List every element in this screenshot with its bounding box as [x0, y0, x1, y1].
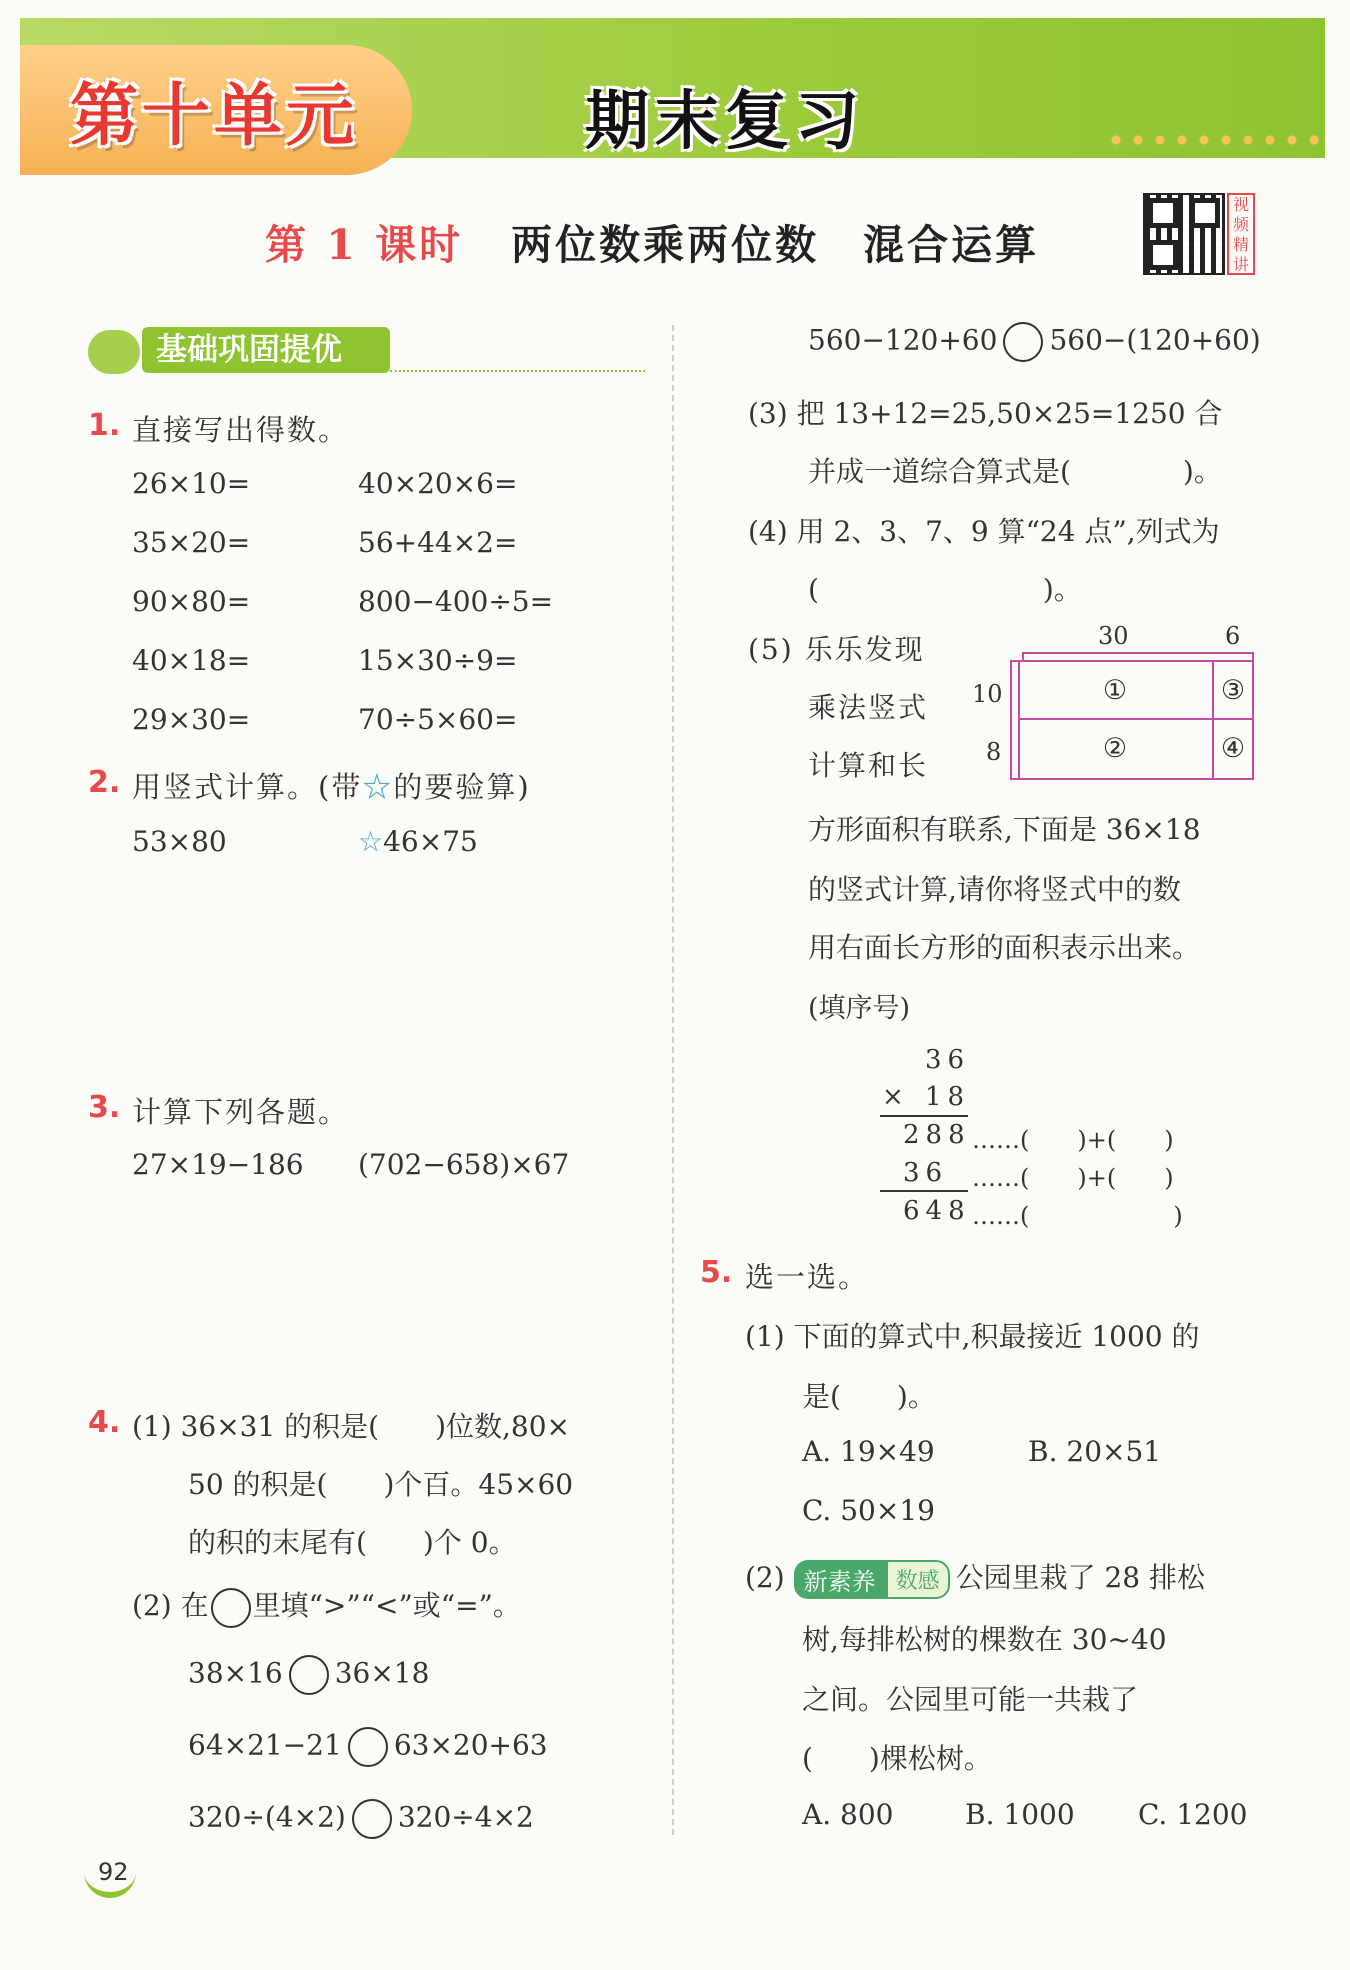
q2-number: 2. [88, 765, 121, 800]
diagram-top-label: 30 [1098, 622, 1129, 650]
q2-prompt-a: 用竖式计算。(带 [132, 770, 363, 804]
q5-option[interactable]: C. 1200 [1138, 1798, 1248, 1831]
section-underline [390, 370, 645, 372]
vm-op: × [882, 1082, 910, 1112]
video-tag: 视频精讲 [1227, 193, 1255, 275]
q1-prompt: 直接写出得数。 [132, 413, 350, 447]
diagram-top-label: 6 [1225, 622, 1241, 650]
q3-b: (702−658)×67 [358, 1148, 570, 1181]
new-literacy-badge: 新素养 [794, 1560, 886, 1599]
q5-option[interactable]: C. 50×19 [802, 1494, 935, 1527]
star-icon: ☆ [358, 825, 384, 858]
cell-3: ③ [1220, 675, 1246, 706]
q5-p1-line2: 是( )。 [802, 1380, 936, 1413]
q5-number: 5. [700, 1255, 733, 1290]
column-divider [672, 325, 674, 1835]
compare-row [808, 322, 1261, 362]
q5-p1-line1: (1) 下面的算式中,积最接近 1000 的 [745, 1320, 1200, 1353]
vm-fill3: ……( ) [972, 1202, 1183, 1230]
compare-row [188, 1799, 534, 1839]
q2-prompt-b: 的要验算) [393, 770, 531, 804]
q5-option[interactable]: B. 1000 [965, 1798, 1075, 1831]
cell-4: ④ [1220, 733, 1246, 764]
vm-row3: 288 [903, 1120, 971, 1150]
section-label: 基础巩固提优 [142, 327, 390, 373]
q3-prompt: 计算下列各题。 [132, 1095, 350, 1129]
lesson-number: 第 1 课时 [265, 221, 464, 269]
q4-p2-a: (2) 在 [132, 1589, 209, 1622]
compare-circle[interactable] [352, 1799, 392, 1839]
q1-item: 15×30÷9= [358, 644, 518, 677]
q5-p2-line1 [745, 1556, 1205, 1599]
qr-corner [1148, 240, 1178, 270]
q5-p2-line2: 树,每排松树的棵数在 30~40 [802, 1623, 1167, 1656]
vm-row5: 648 [903, 1196, 971, 1226]
compare-circle[interactable] [1003, 322, 1043, 362]
circle-icon [211, 1588, 251, 1628]
q4-p2-b: 里填“>”“<”或“=”。 [252, 1589, 521, 1622]
q4-number: 4. [88, 1405, 121, 1440]
q4-p1-line1: (1) 36×31 的积是( )位数,80× [132, 1410, 571, 1443]
vm-row2: 18 [925, 1082, 971, 1112]
q5-option[interactable]: A. 800 [802, 1798, 894, 1831]
q4-p4-line2: ( )。 [808, 573, 1082, 606]
q5-p2-line4: ( )棵松树。 [802, 1742, 992, 1775]
q4-p3-line1: (3) 把 13+12=25,50×25=1250 合 [748, 397, 1223, 430]
q2-b-expr: 46×75 [383, 825, 478, 858]
q1-item: 70÷5×60= [358, 703, 518, 736]
page-number: 92 [98, 1858, 129, 1886]
q2-a: 53×80 [132, 825, 227, 858]
q4-p5-line1: (5) 乐乐发现 [748, 633, 925, 666]
lesson-heading [265, 212, 1039, 271]
q1-item: 35×20= [132, 526, 251, 559]
vm-fill1: ……( )+( ) [972, 1126, 1174, 1154]
q4-p5-line2: 乘法竖式 [808, 691, 929, 724]
q5-option[interactable]: A. 19×49 [802, 1435, 935, 1468]
q1-number: 1. [88, 408, 121, 443]
compare-circle[interactable] [289, 1655, 329, 1695]
left-brace [1010, 660, 1018, 780]
q4-p5-line3: 计算和长 [808, 749, 929, 782]
q4-p1-line2: 50 的积是( )个百。45×60 [188, 1468, 574, 1501]
q2-prompt [132, 765, 531, 806]
compare-right: 560−(120+60) [1049, 323, 1261, 357]
compare-left: 320÷(4×2) [188, 1800, 346, 1834]
q1-item: 56+44×2= [358, 526, 518, 559]
q1-item: 40×18= [132, 644, 251, 677]
qr-corner [1190, 198, 1220, 228]
compare-right: 63×20+63 [393, 1728, 548, 1762]
vm-fill2: ……( )+( ) [972, 1164, 1174, 1192]
compare-left: 38×16 [188, 1656, 283, 1690]
q4-p5-line6: 用右面长方形的面积表示出来。 [808, 931, 1201, 964]
q4-p5-line7: (填序号) [808, 993, 911, 1024]
compare-left: 560−120+60 [808, 323, 998, 357]
compare-row [188, 1655, 429, 1695]
q1-item: 40×20×6= [358, 467, 518, 500]
q4-p1-line3: 的积的末尾有( )个 0。 [188, 1526, 517, 1559]
vm-row4: 36 [903, 1158, 949, 1188]
number-sense-badge: 数感 [886, 1560, 950, 1599]
q5-p2-num: (2) [745, 1561, 785, 1594]
compare-row [188, 1727, 548, 1767]
q5-p2-text1: 公园里栽了 28 排松 [955, 1561, 1206, 1594]
q4-p5-line5: 的竖式计算,请你将竖式中的数 [808, 873, 1181, 906]
qr-code-icon[interactable] [1143, 193, 1225, 275]
q5-option[interactable]: B. 20×51 [1028, 1435, 1162, 1468]
decorative-dots [1105, 133, 1325, 147]
compare-right: 320÷4×2 [397, 1800, 534, 1834]
unit-title: 第十单元 [70, 77, 359, 156]
compare-circle[interactable] [348, 1727, 388, 1767]
compare-left: 64×21−21 [188, 1728, 342, 1762]
q2-b [358, 825, 478, 858]
diagram-left-label: 8 [986, 738, 1002, 766]
qr-corner [1148, 198, 1178, 228]
q5-prompt: 选一选。 [745, 1260, 870, 1294]
top-brace [1022, 652, 1254, 660]
vm-row1: 36 [925, 1045, 971, 1075]
q4-p3-line2: 并成一道综合算式是( )。 [808, 455, 1222, 488]
leaf-icon [88, 330, 140, 374]
rect-h-divider [1018, 718, 1254, 720]
q1-item: 90×80= [132, 585, 251, 618]
cell-1: ① [1102, 675, 1128, 706]
star-icon: ☆ [362, 770, 394, 804]
q3-a: 27×19−186 [132, 1148, 304, 1181]
q1-item: 800−400÷5= [358, 585, 554, 618]
q4-p2 [132, 1584, 521, 1628]
cell-2: ② [1102, 733, 1128, 764]
compare-right: 36×18 [334, 1656, 430, 1690]
vm-line [880, 1115, 968, 1117]
q4-p4-line1: (4) 用 2、3、7、9 算“24 点”,列式为 [748, 515, 1220, 548]
q5-p2-line3: 之间。公园里可能一共栽了 [802, 1683, 1139, 1716]
diagram-left-label: 10 [972, 680, 1003, 708]
q4-p5-line4: 方形面积有联系,下面是 36×18 [808, 813, 1201, 846]
review-title: 期末复习 [585, 85, 865, 159]
q3-number: 3. [88, 1090, 121, 1125]
q1-item: 29×30= [132, 703, 251, 736]
vm-line [880, 1190, 968, 1192]
q1-item: 26×10= [132, 467, 251, 500]
lesson-title: 两位数乘两位数 混合运算 [511, 221, 1040, 269]
